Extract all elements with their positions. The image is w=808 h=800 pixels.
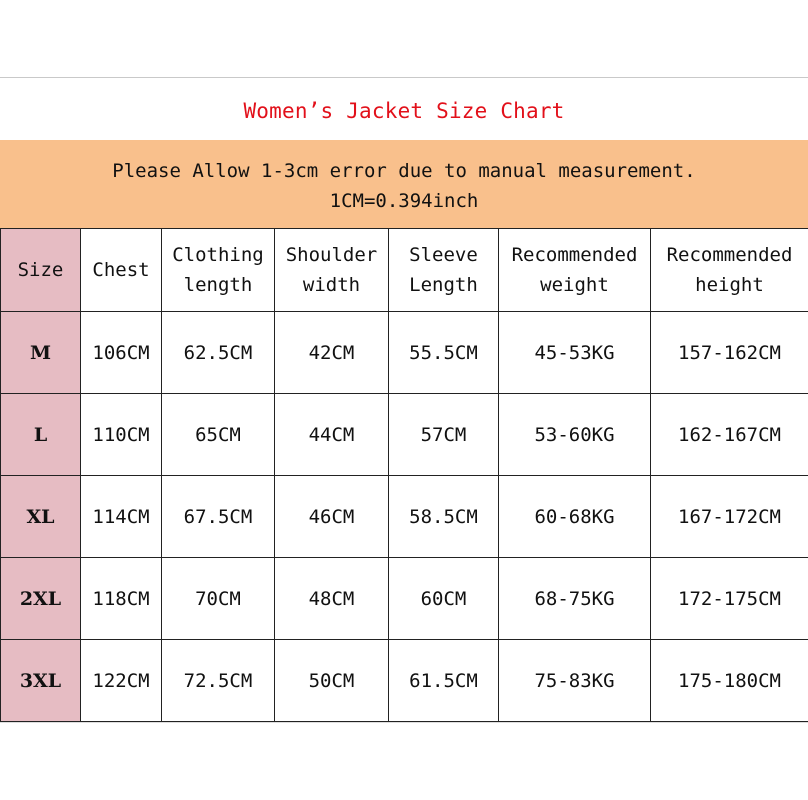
table-row-xl — [1, 476, 808, 558]
shoulder-width-cell: 46CM — [275, 476, 389, 558]
sleeve-length-cell: 57CM — [389, 394, 499, 476]
top-divider — [0, 77, 808, 78]
clothing-length-cell: 70CM — [162, 558, 275, 640]
header-recommended-height — [651, 229, 808, 312]
header-sleeve-length-line2: Length — [409, 274, 478, 296]
header-sleeve-length — [389, 229, 499, 312]
chest-cell: 114CM — [81, 476, 162, 558]
size-cell: XL — [1, 476, 81, 558]
table-row-l — [1, 394, 808, 476]
header-clothing-length-line2: length — [183, 274, 253, 296]
header-shoulder-width-line2: width — [302, 274, 361, 296]
shoulder-width-cell: 48CM — [275, 558, 389, 640]
header-chest — [81, 229, 162, 312]
header-recommended-weight — [499, 229, 651, 312]
header-clothing-length-line1: Clothing — [172, 244, 264, 266]
clothing-length-cell: 67.5CM — [162, 476, 275, 558]
clothing-length-cell: 62.5CM — [162, 312, 275, 394]
recommended-height-cell: 172-175CM — [651, 558, 808, 640]
chart-title: Women’s Jacket Size Chart — [243, 99, 565, 123]
header-recommended-weight-line1: Recommended — [511, 244, 638, 266]
recommended-weight-cell: 68-75KG — [499, 558, 651, 640]
size-cell: 2XL — [1, 558, 81, 640]
size-cell: 3XL — [1, 640, 81, 722]
recommended-height-cell: 167-172CM — [651, 476, 808, 558]
header-clothing-length — [162, 229, 275, 312]
table-row-m — [1, 312, 808, 394]
table-row-2xl — [1, 558, 808, 640]
header-shoulder-width — [275, 229, 389, 312]
header-shoulder-width-line1: Shoulder — [285, 244, 378, 266]
sleeve-length-cell: 55.5CM — [389, 312, 499, 394]
size-cell: L — [1, 394, 81, 476]
shoulder-width-cell: 50CM — [275, 640, 389, 722]
header-recommended-height-line2: height — [695, 274, 764, 296]
recommended-weight-cell: 45-53KG — [499, 312, 651, 394]
table-header-row — [1, 229, 808, 312]
sleeve-length-cell: 61.5CM — [389, 640, 499, 722]
header-size — [1, 229, 81, 312]
header-sleeve-length-line1: Sleeve — [409, 244, 478, 266]
chest-cell: 110CM — [81, 394, 162, 476]
measurement-notice — [0, 140, 808, 228]
bottom-divider — [0, 722, 808, 723]
chest-cell: 118CM — [81, 558, 162, 640]
header-recommended-height-line1: Recommended — [666, 244, 793, 266]
sleeve-length-cell: 58.5CM — [389, 476, 499, 558]
recommended-weight-cell: 75-83KG — [499, 640, 651, 722]
header-chest-label: Chest — [92, 259, 150, 281]
header-size-label: Size — [17, 259, 64, 281]
recommended-height-cell: 157-162CM — [651, 312, 808, 394]
notice-conversion-text: 1CM=0.394inch — [329, 190, 479, 212]
header-recommended-weight-line2: weight — [540, 274, 609, 296]
chest-cell: 122CM — [81, 640, 162, 722]
shoulder-width-cell: 44CM — [275, 394, 389, 476]
recommended-weight-cell: 53-60KG — [499, 394, 651, 476]
recommended-weight-cell: 60-68KG — [499, 476, 651, 558]
table-row-3xl — [1, 640, 808, 722]
clothing-length-cell: 65CM — [162, 394, 275, 476]
size-table — [0, 228, 808, 722]
recommended-height-cell: 175-180CM — [651, 640, 808, 722]
chest-cell: 106CM — [81, 312, 162, 394]
shoulder-width-cell: 42CM — [275, 312, 389, 394]
recommended-height-cell: 162-167CM — [651, 394, 808, 476]
clothing-length-cell: 72.5CM — [162, 640, 275, 722]
sleeve-length-cell: 60CM — [389, 558, 499, 640]
notice-error-text: Please Allow 1-3cm error due to manual measurement. — [112, 160, 696, 182]
size-cell: M — [1, 312, 81, 394]
